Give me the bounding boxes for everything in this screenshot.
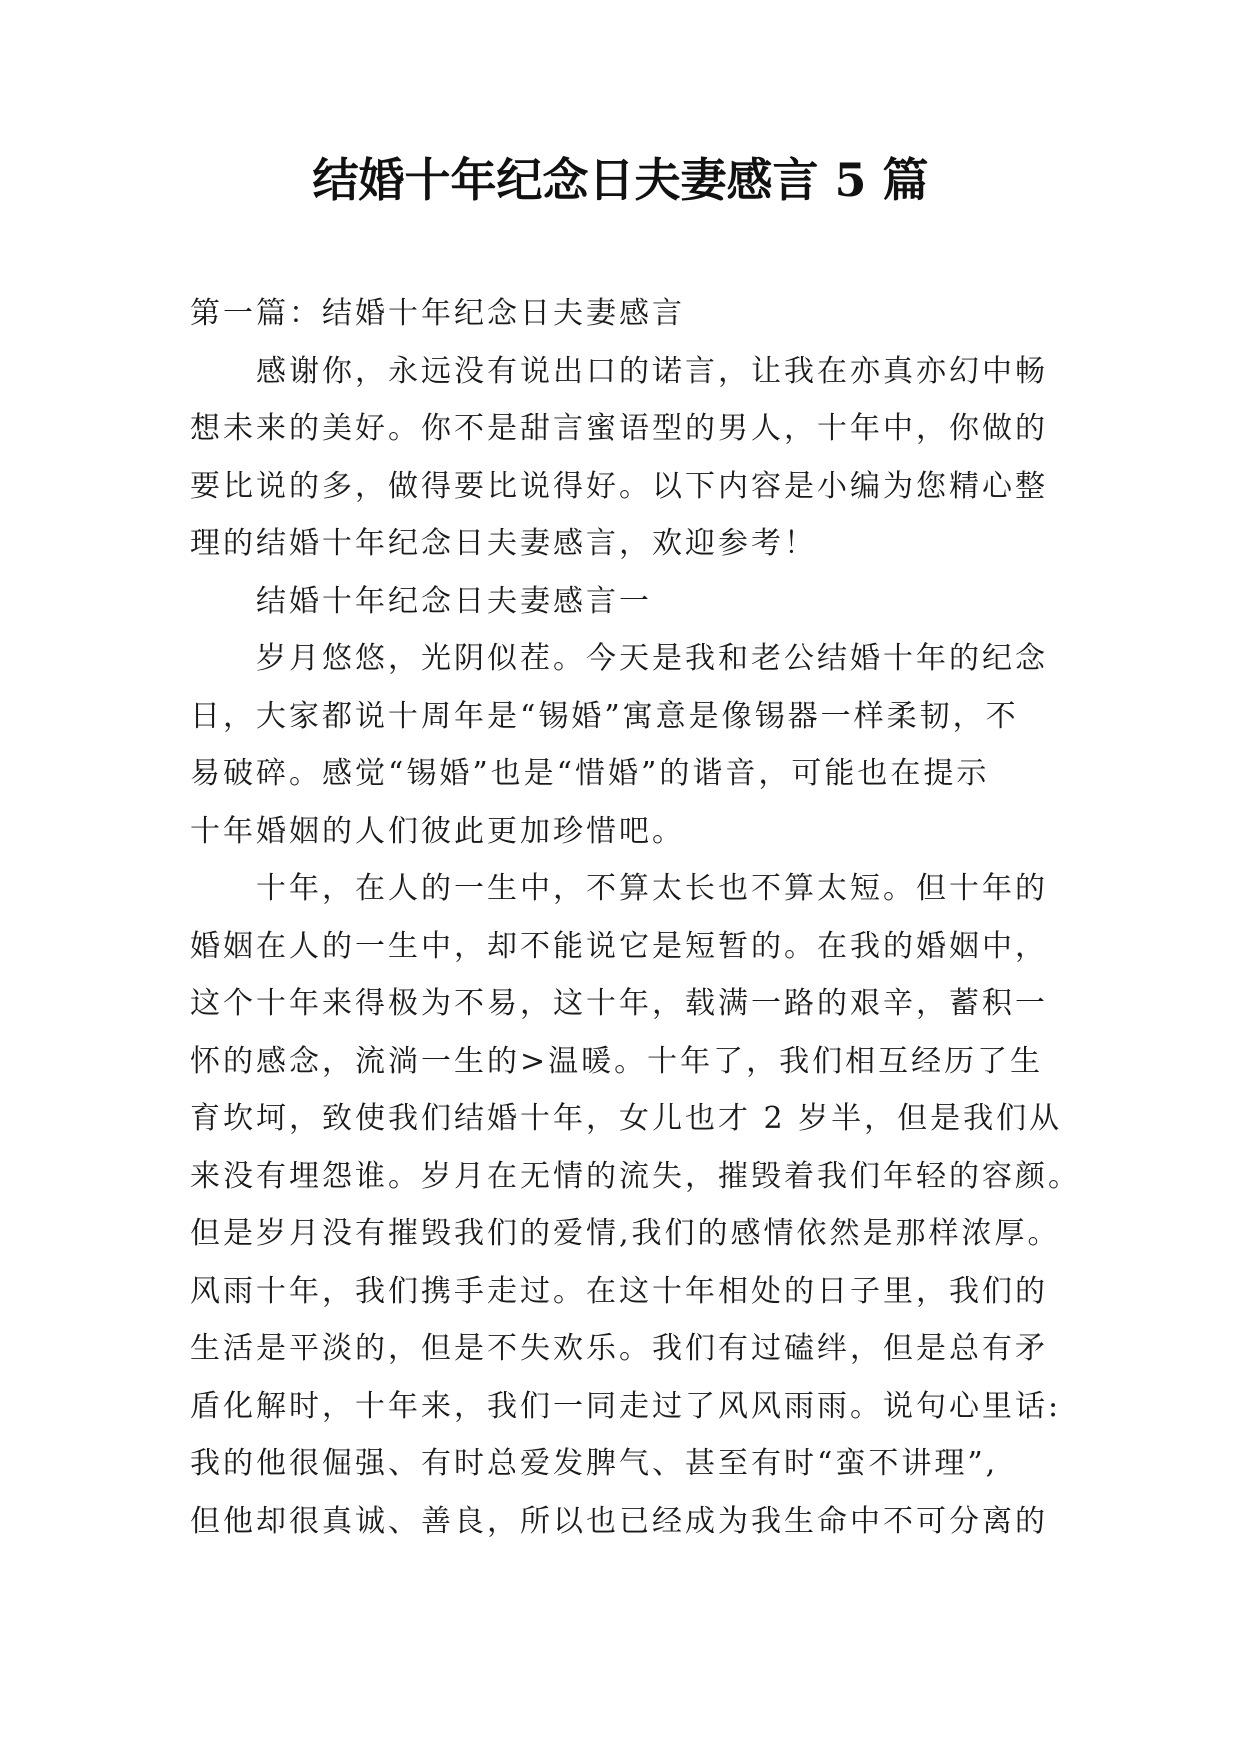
text-line: 但他却很真诚、善良，所以也已经成为我生命中不可分离的 — [190, 1503, 1048, 1539]
text-line: 理的结婚十年纪念日夫妻感言，欢迎参考！ — [190, 526, 817, 561]
text-line: 我的他很倔强、有时总爱发脾气、甚至有时“蛮不讲理”, — [190, 1446, 999, 1481]
paragraph-1 — [190, 630, 1058, 860]
text-line: 想未来的美好。你不是甜言蜜语型的男人，十年中，你做的 — [190, 411, 1048, 446]
text-line: 育坎坷，致使我们结婚十年，女儿也才 2 岁半，但是我们从 — [190, 1101, 1063, 1136]
text-line: 来没有埋怨谁。岁月在无情的流失，摧毁着我们年轻的容颜。 — [190, 1158, 1081, 1194]
text-line: 十年，在人的一生中，不算太长也不算太短。但十年的 — [256, 871, 1048, 906]
intro-paragraph — [190, 343, 1058, 573]
text-line: 风雨十年，我们携手走过。在这十年相处的日子里，我们的 — [190, 1273, 1048, 1309]
section-heading: 第一篇：结婚十年纪念日夫妻感言 — [190, 296, 685, 331]
text-line: 岁月悠悠，光阴似茬。今天是我和老公结婚十年的纪念 — [256, 641, 1048, 676]
text-line: 怀的感念，流淌一生的>温暖。十年了，我们相互经历了生 — [190, 1043, 1044, 1079]
text-line: 要比说的多，做得要比说得好。以下内容是小编为您精心整 — [190, 468, 1048, 504]
text-line: 生活是平淡的，但是不失欢乐。我们有过磕绊，但是总有矛 — [190, 1331, 1048, 1366]
paragraph-2 — [190, 860, 1081, 1550]
text-line: 感谢你，永远没有说出口的诺言，让我在亦真亦幻中畅 — [256, 353, 1048, 389]
document-body — [190, 285, 1081, 1550]
sub-heading: 结婚十年纪念日夫妻感言一 — [256, 583, 652, 619]
text-line: 这个十年来得极为不易，这十年，载满一路的艰辛，蓄积一 — [190, 986, 1048, 1021]
text-line: 盾化解时，十年来，我们一同走过了风风雨雨。说句心里话: — [190, 1388, 1062, 1424]
text-line: 十年婚姻的人们彼此更加珍惜吧。 — [190, 813, 685, 849]
text-line: 婚姻在人的一生中，却不能说它是短暂的。在我的婚姻中， — [190, 928, 1048, 964]
text-line: 日，大家都说十周年是“锡婚”寓意是像锡器一样柔韧，不 — [190, 698, 1019, 734]
document-title: 结婚十年纪念日夫妻感言 5 篇 — [312, 153, 929, 207]
text-line: 易破碎。感觉“锡婚”也是“惜婚”的谐音，可能也在提示 — [190, 756, 990, 791]
text-line: 但是岁月没有摧毁我们的爱情,我们的感情依然是那样浓厚。 — [190, 1216, 1061, 1251]
